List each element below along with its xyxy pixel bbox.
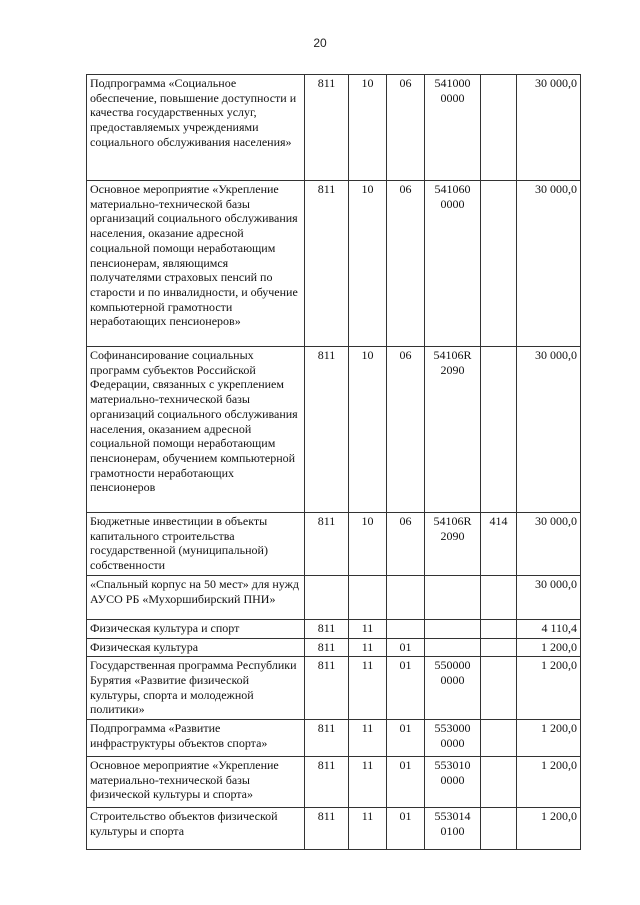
row-name: Физическая культура xyxy=(87,638,305,657)
row-expense-type-code xyxy=(481,757,517,808)
row-section-code xyxy=(349,575,387,619)
row-section-code: 10 xyxy=(349,75,387,181)
row-target-article-code: 541000 0000 xyxy=(425,75,481,181)
row-section-code: 11 xyxy=(349,657,387,720)
row-section-code: 10 xyxy=(349,513,387,576)
row-grbs-code: 811 xyxy=(305,657,349,720)
row-grbs-code: 811 xyxy=(305,181,349,347)
row-expense-type-code: 414 xyxy=(481,513,517,576)
row-amount: 1 200,0 xyxy=(517,657,581,720)
row-grbs-code: 811 xyxy=(305,638,349,657)
table-row xyxy=(87,619,581,638)
row-section-code: 11 xyxy=(349,757,387,808)
table-row xyxy=(87,75,581,181)
table-row xyxy=(87,181,581,347)
row-subsection-code: 01 xyxy=(387,757,425,808)
row-name: Основное мероприятие «Укрепление материально-технической базы физической культуры и спорта» xyxy=(87,757,305,808)
row-target-article-code: 553000 0000 xyxy=(425,720,481,757)
row-name: Подпрограмма «Развитие инфраструктуры объектов спорта» xyxy=(87,720,305,757)
row-expense-type-code xyxy=(481,638,517,657)
row-subsection-code: 06 xyxy=(387,347,425,513)
row-section-code: 10 xyxy=(349,347,387,513)
row-section-code: 11 xyxy=(349,808,387,850)
row-section-code: 11 xyxy=(349,638,387,657)
row-grbs-code: 811 xyxy=(305,720,349,757)
row-expense-type-code xyxy=(481,657,517,720)
page-number: 20 xyxy=(313,36,327,50)
row-target-article-code: 54106R 2090 xyxy=(425,347,481,513)
row-subsection-code: 01 xyxy=(387,720,425,757)
row-target-article-code: 550000 0000 xyxy=(425,657,481,720)
row-target-article-code xyxy=(425,619,481,638)
row-target-article-code xyxy=(425,638,481,657)
table-row xyxy=(87,657,581,720)
row-subsection-code: 01 xyxy=(387,657,425,720)
table-row xyxy=(87,575,581,619)
table-row xyxy=(87,808,581,850)
row-name: Государственная программа Республики Бурятия «Развитие физической культуры, спорта и молодежной политики» xyxy=(87,657,305,720)
row-amount: 30 000,0 xyxy=(517,347,581,513)
row-expense-type-code xyxy=(481,720,517,757)
row-target-article-code: 553010 0000 xyxy=(425,757,481,808)
table-body xyxy=(87,75,581,850)
table-row xyxy=(87,720,581,757)
row-name: Физическая культура и спорт xyxy=(87,619,305,638)
row-name: Софинансирование социальных программ субъектов Российской Федерации, связанных с укреплением материально-технической базы организаций социального обслуживания населения, оказанием адресной социальной помощи неработающим пенсионерам, обучением компьютерной грамотности неработающих пенсионеров xyxy=(87,347,305,513)
table-row xyxy=(87,513,581,576)
row-name: Строительство объектов физической культуры и спорта xyxy=(87,808,305,850)
row-grbs-code: 811 xyxy=(305,347,349,513)
row-expense-type-code xyxy=(481,347,517,513)
row-target-article-code: 541060 0000 xyxy=(425,181,481,347)
row-amount: 1 200,0 xyxy=(517,638,581,657)
row-amount: 30 000,0 xyxy=(517,181,581,347)
row-grbs-code: 811 xyxy=(305,808,349,850)
row-amount: 1 200,0 xyxy=(517,808,581,850)
row-name: Подпрограмма «Социальное обеспечение, повышение доступности и качества государственных услуг, предоставляемых учреждениями социального обслуживания населения» xyxy=(87,75,305,181)
row-section-code: 10 xyxy=(349,181,387,347)
row-name: Бюджетные инвестиции в объекты капитального строительства государственной (муниципальной) собственности xyxy=(87,513,305,576)
row-amount: 4 110,4 xyxy=(517,619,581,638)
row-name: «Спальный корпус на 50 мест» для нужд АУСО РБ «Мухоршибирский ПНИ» xyxy=(87,575,305,619)
row-target-article-code xyxy=(425,575,481,619)
row-target-article-code: 553014 0100 xyxy=(425,808,481,850)
row-section-code: 11 xyxy=(349,619,387,638)
row-subsection-code: 06 xyxy=(387,75,425,181)
row-grbs-code xyxy=(305,575,349,619)
row-expense-type-code xyxy=(481,619,517,638)
row-subsection-code: 01 xyxy=(387,808,425,850)
table-row xyxy=(87,757,581,808)
row-section-code: 11 xyxy=(349,720,387,757)
row-grbs-code: 811 xyxy=(305,757,349,808)
budget-table xyxy=(86,74,581,850)
row-grbs-code: 811 xyxy=(305,619,349,638)
row-grbs-code: 811 xyxy=(305,75,349,181)
row-subsection-code: 06 xyxy=(387,513,425,576)
row-subsection-code xyxy=(387,575,425,619)
row-amount: 30 000,0 xyxy=(517,513,581,576)
row-expense-type-code xyxy=(481,75,517,181)
row-target-article-code: 54106R 2090 xyxy=(425,513,481,576)
row-expense-type-code xyxy=(481,808,517,850)
row-amount: 1 200,0 xyxy=(517,720,581,757)
row-amount: 30 000,0 xyxy=(517,575,581,619)
table-row xyxy=(87,347,581,513)
row-amount: 30 000,0 xyxy=(517,75,581,181)
row-grbs-code: 811 xyxy=(305,513,349,576)
row-name: Основное мероприятие «Укрепление материально-технической базы организаций социального обслуживания населения, оказание адресной социальной помощи неработающим пенсионерам, являющимся получателями страховых пенсий по старости и по инвалидности, и обучение компьютерной грамотности неработающих пенсионеров» xyxy=(87,181,305,347)
row-subsection-code: 06 xyxy=(387,181,425,347)
row-expense-type-code xyxy=(481,575,517,619)
row-amount: 1 200,0 xyxy=(517,757,581,808)
row-subsection-code: 01 xyxy=(387,638,425,657)
row-expense-type-code xyxy=(481,181,517,347)
table-row xyxy=(87,638,581,657)
row-subsection-code xyxy=(387,619,425,638)
